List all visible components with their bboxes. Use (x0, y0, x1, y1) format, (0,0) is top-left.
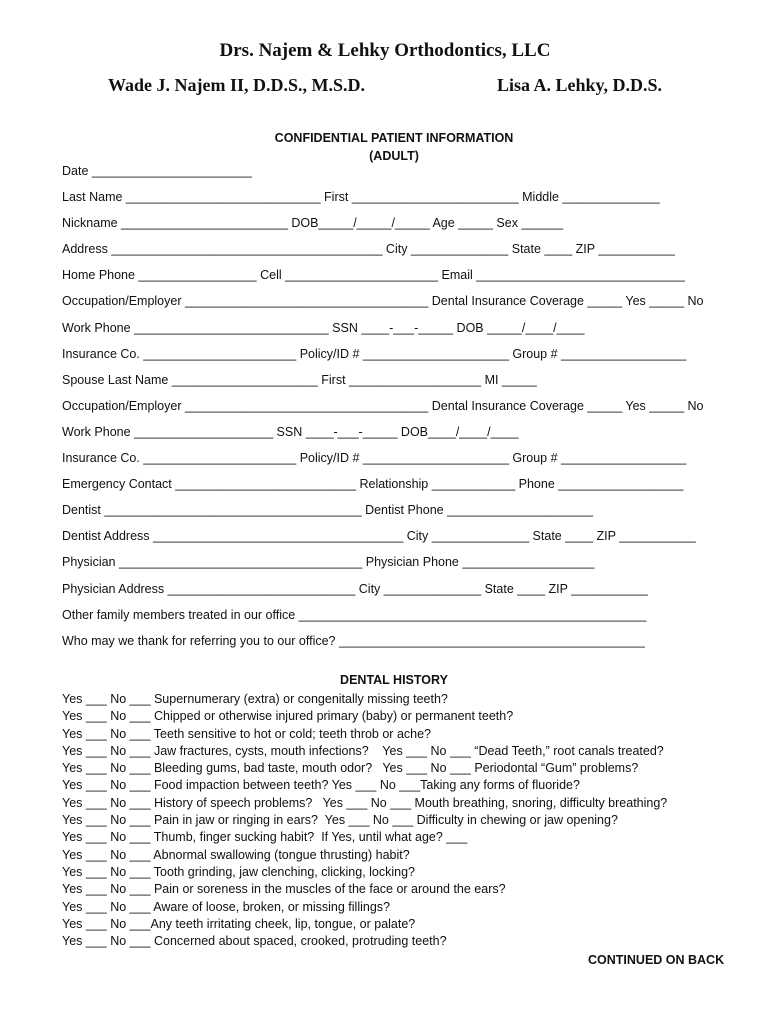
doctor-lehky: Lisa A. Lehky, D.D.S. (497, 75, 663, 95)
name-row[interactable]: Last Name ____________________________ First ________________________ Middle ______________ (62, 190, 660, 205)
dental-history-item[interactable]: Yes ___ No ___ Tooth grinding, jaw clenching, clicking, locking? (62, 864, 416, 879)
dental-history-item[interactable]: Yes ___ No ___ Teeth sensitive to hot or cold; teeth throb or ache? (62, 726, 432, 741)
form-title (0, 129, 770, 165)
form-title-line1: CONFIDENTIAL PATIENT INFORMATION (274, 131, 514, 145)
spouse-insurance-row[interactable]: Insurance Co. ______________________ Policy/ID # _____________________ Group # __________________ (62, 451, 687, 466)
dental-history-list (62, 691, 722, 950)
dental-history-item[interactable]: Yes ___ No ___ Concerned about spaced, crooked, protruding teeth? (62, 934, 447, 949)
dental-history-item[interactable]: Yes ___ No ___ Abnormal swallowing (tongue thrusting) habit? (62, 847, 410, 862)
address-row[interactable]: Address _______________________________________ City ______________ State ____ ZIP ___________ (62, 242, 675, 257)
patient-info-fields (62, 162, 732, 658)
physician-address-row[interactable]: Physician Address ___________________________ City ______________ State ____ ZIP ___________ (62, 581, 648, 596)
practice-name: Drs. Najem & Lehky Orthodontics, LLC (219, 40, 551, 61)
work-phone-ssn-row[interactable]: Work Phone ____________________________ SSN ____-___-_____ DOB _____/____/____ (62, 320, 585, 335)
dental-history-item[interactable]: Yes ___ No ___ Supernumerary (extra) or congenitally missing teeth? (62, 692, 448, 706)
emergency-contact-row[interactable]: Emergency Contact __________________________ Relationship ____________ Phone __________________ (62, 477, 684, 492)
dental-history-item[interactable]: Yes ___ No ___ Thumb, finger sucking habit? If Yes, until what age? ___ (62, 830, 468, 845)
dental-history-item[interactable]: Yes ___ No ___ Pain or soreness in the muscles of the face or around the ears? (62, 882, 506, 897)
dental-history-item[interactable]: Yes ___ No ___ Jaw fractures, cysts, mouth infections? Yes ___ No ___ “Dead Teeth,” root canals treated? (62, 743, 664, 758)
dental-history-item[interactable]: Yes ___ No ___Any teeth irritating cheek, lip, tongue, or palate? (62, 916, 416, 931)
dental-history-title: DENTAL HISTORY (340, 673, 448, 687)
dentist-row[interactable]: Dentist _____________________________________ Dentist Phone _____________________ (62, 503, 594, 518)
insurance-policy-row[interactable]: Insurance Co. ______________________ Policy/ID # _____________________ Group # __________________ (62, 346, 687, 361)
phone-email-row[interactable]: Home Phone _________________ Cell ______________________ Email ______________________________ (62, 268, 685, 283)
spouse-occupation-row[interactable]: Occupation/Employer ___________________________________ Dental Insurance Coverage _____ Yes _____ No (62, 398, 704, 413)
dental-history-item[interactable]: Yes ___ No ___ Chipped or otherwise injured primary (baby) or permanent teeth? (62, 709, 514, 724)
referral-row[interactable]: Who may we thank for referring you to our office? ____________________________________________ (62, 633, 645, 648)
dental-history-item[interactable]: Yes ___ No ___ Food impaction between teeth? Yes ___ No ___Taking any forms of fluoride? (62, 778, 580, 793)
dental-history-item[interactable]: Yes ___ No ___ History of speech problems? Yes ___ No ___ Mouth breathing, snoring, difficulty breathing? (62, 795, 668, 810)
spouse-work-phone-row[interactable]: Work Phone ____________________ SSN ____-___-_____ DOB____/____/____ (62, 424, 519, 439)
continued-on-back: CONTINUED ON BACK (588, 953, 725, 967)
date-field[interactable]: Date _______________________ (62, 164, 252, 178)
dental-history-item[interactable]: Yes ___ No ___ Pain in jaw or ringing in ears? Yes ___ No ___ Difficulty in chewing or jaw opening? (62, 813, 618, 828)
physician-row[interactable]: Physician ___________________________________ Physician Phone ___________________ (62, 555, 595, 570)
nickname-dob-row[interactable]: Nickname ________________________ DOB_____/_____/_____ Age _____ Sex ______ (62, 216, 564, 231)
dental-history-item[interactable]: Yes ___ No ___ Bleeding gums, bad taste, mouth odor? Yes ___ No ___ Periodontal “Gum” problems? (62, 761, 639, 776)
dentist-address-row[interactable]: Dentist Address ____________________________________ City ______________ State ____ ZIP ___________ (62, 529, 696, 544)
family-members-row[interactable]: Other family members treated in our office __________________________________________________ (62, 607, 647, 622)
dental-history-item[interactable]: Yes ___ No ___ Aware of loose, broken, or missing fillings? (62, 899, 390, 914)
form-title-line2: (ADULT) (369, 149, 419, 163)
occupation-insurance-row[interactable]: Occupation/Employer ___________________________________ Dental Insurance Coverage _____ Yes _____ No (62, 294, 704, 309)
doctor-najem: Wade J. Najem II, D.D.S., M.S.D. (108, 75, 366, 95)
spouse-name-row[interactable]: Spouse Last Name _____________________ First ___________________ MI _____ (62, 372, 537, 387)
